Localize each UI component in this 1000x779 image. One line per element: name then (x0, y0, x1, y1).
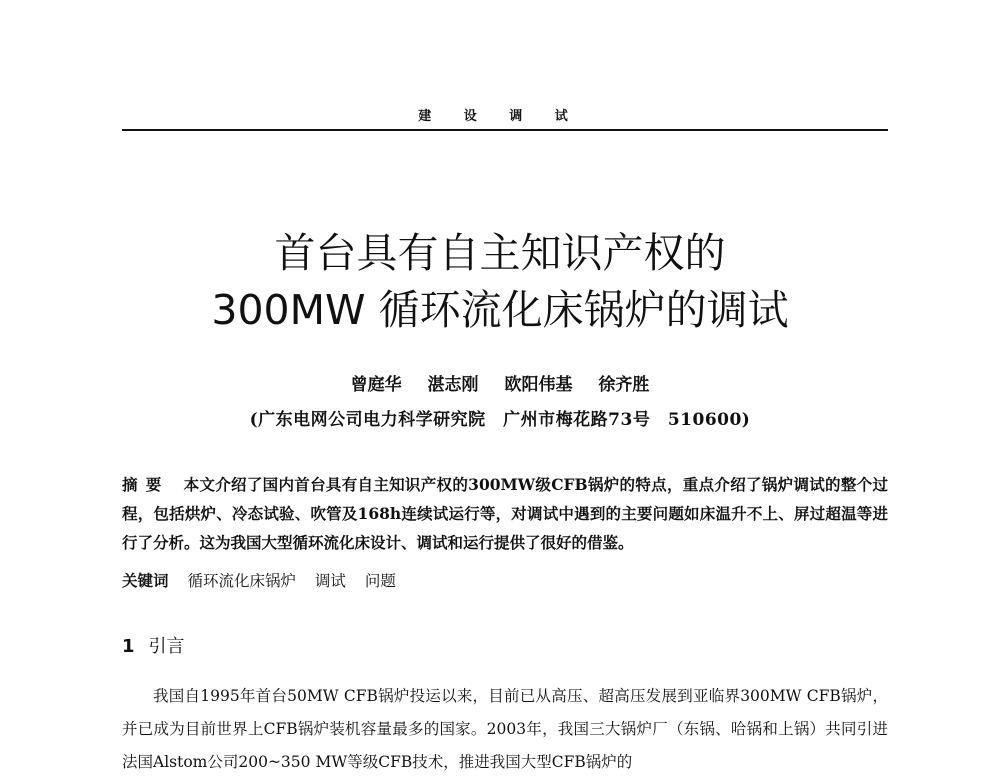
header-divider (122, 129, 888, 131)
abstract-label: 摘要 (122, 475, 170, 494)
author-name: 徐齐胜 (598, 375, 650, 395)
keywords-block (122, 567, 888, 596)
paper-title (0, 225, 1000, 339)
keyword-item: 循环流化床锅炉 (187, 572, 296, 590)
abstract-text: 本文介绍了国内首台具有自主知识产权的300MW级CFB锅炉的特点，重点介绍了锅炉调试的整个过程，包括烘炉、冷态试验、吹管及168h连续试运行等，对调试中遇到的主要问题如床温升不上、屏过超温等进行了分析。这为我国大型循环流化床设计、调试和运行提供了很好的借鉴。 (122, 475, 888, 552)
body-text (122, 680, 888, 779)
author-list (0, 370, 1000, 395)
paper-title-line-1: 首台具有自主知识产权的 (274, 229, 726, 277)
keyword-item: 问题 (364, 572, 396, 590)
paper-title-line-2: 300MW 循环流化床锅炉的调试 (211, 286, 789, 334)
author-name: 湛志刚 (427, 375, 479, 395)
section-title: 引言 (148, 636, 185, 657)
section-number: 1 (122, 636, 135, 657)
journal-section-label: 建 设 调 试 (418, 109, 582, 124)
keywords-label: 关键词 (122, 572, 169, 590)
body-paragraph: 我国自1995年首台50MW CFB锅炉投运以来，目前已从高压、超高压发展到亚临界300MW CFB锅炉，并已成为目前世界上CFB锅炉装机容量最多的国家。2003年，我国三大锅炉厂（东锅、哈锅和上锅）共同引进法国Alstom公司200~350 MW等级CFB技术，推进我国大型CFB锅炉的 (122, 687, 888, 771)
author-name: 曾庭华 (350, 375, 402, 395)
author-name: 欧阳伟基 (504, 375, 573, 395)
abstract-block (122, 470, 888, 557)
section-heading (122, 632, 185, 658)
author-affiliation: (广东电网公司电力科学研究院 广州市梅花路73号 510600) (249, 410, 751, 430)
keyword-item: 调试 (314, 572, 346, 590)
